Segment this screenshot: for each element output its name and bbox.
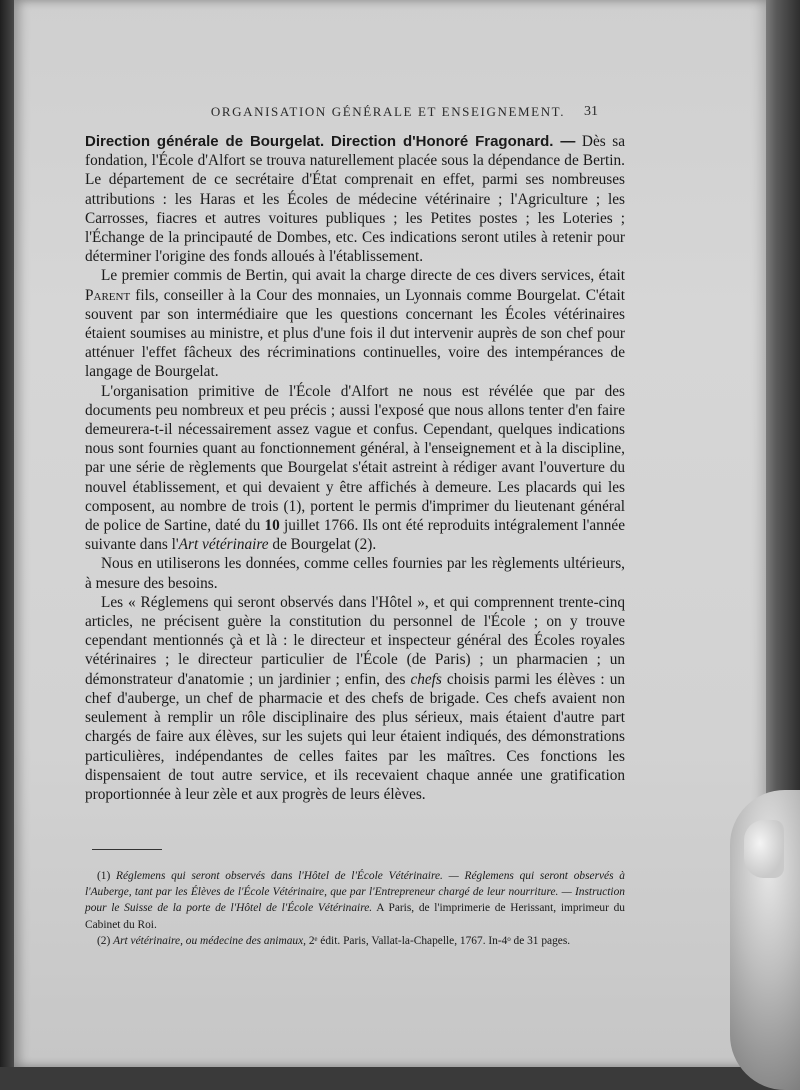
paragraph-1 [85,132,625,266]
footnotes [85,868,625,949]
footnote-2-title: Art vétérinaire, ou médecine des animaux, [113,934,306,947]
section-heading: Direction générale de Bourgelat. Direction d'Honoré Fragonard. — [85,133,576,150]
footnote-2-number: (2) [97,934,114,947]
paragraph-5-text-a: Les « Réglemens qui seront observés dans l'Hôtel », et qui comprennent trente-cinq articles, ne précisent guère la constitution du personnel de l'École ; on y trouve cependant mentionnés çà et là : le directeur et inspecteur général des Écoles royales vétérinaires ; le directeur particulier de l'École (de Paris) ; un pharmacien ; un démonstrateur d'anatomie ; un jardinier ; enfin, des [85,593,625,688]
book-title: Art vétérinaire [178,536,269,554]
main-text [85,132,625,804]
paragraph-2 [85,266,625,381]
footnote-1-titles: Réglemens qui seront observés dans l'Hôtel de l'École Vétérinaire. — Réglemens qui seront observés à l'Auberge, tant par les Élèves de l'École Vétérinaire, que par l'Entrepreneur chargé de leur nourriture. — Instruction pour le Suisse de la porte de l'Hôtel de l'École Vétérinaire. [85,870,625,915]
footnote-2-imprint: 2ᵉ édit. Paris, Vallat-la-Chapelle, 1767. In-4ᵒ de 31 pages. [306,934,571,947]
paragraph-3-text-c: de Bourgelat (2). [268,536,377,554]
thumbnail-highlight [744,820,784,878]
person-name: Parent [85,286,131,304]
paragraph-3 [85,382,625,555]
paragraph-1-text: Dès sa fondation, l'École d'Alfort se trouva naturellement placée sous la dépendance de Bertin. Le département de ce secrétaire d'État comprenait en effet, parmi ses nombreuses attributions : les Haras et les Écoles de médecine vétérinaire ; l'Agriculture ; les Carrosses, fiacres et autres voitures publiques ; les Petites postes ; les Loteries ; l'Échange de la principauté de Dombes, etc. Ces indications seront utiles à retenir pour déterminer l'origine des fonds alloués à l'établissement. [85,133,625,266]
paragraph-5-text-b: choisis parmi les élèves : un chef d'auberge, un chef de pharmacie et des chefs de brigade. Ces chefs avaient non seulement à remplir un rôle disciplinaire des plus sérieux, mais étaient d'autre part chargés de faire aux élèves, sur les sujets qui leur étaient indiqués, des démonstrations particulières, indépendantes de celles faites par les maîtres. Ces fonctions les dispensaient de tout autre service, et ils recevaient chaque année une gratification proportionnée à leur zèle et aux progrès de leurs élèves. [85,670,625,803]
paragraph-2-text-a: Le premier commis de Bertin, qui avait la charge directe de ces divers services, était [101,267,625,285]
paragraph-4: Nous en utiliserons les données, comme celles fournies par les règlements ultérieurs, à mesure des besoins. [85,555,625,592]
footnote-2 [85,933,625,949]
background-left [0,0,14,1067]
footnote-divider [92,849,162,850]
paragraph-3-text-b: juillet 1766. Ils ont été reproduits intégralement l'année suivante dans l' [85,517,626,554]
date-day: 10 [264,517,280,535]
paragraph-2-text-b: fils, conseiller à la Cour des monnaies, un Lyonnais comme Bourgelat. C'était souvent par son intermédiaire que les questions concernant les Écoles vétérinaires étaient soumises au ministre, et plus d'une fois il dut intervenir auprès de son chef pour atténuer l'effet fâcheux des récriminations continuelles, voire des intempérances de langage de Bourgelat. [85,286,625,381]
page-number: 31 [584,104,598,119]
running-title: ORGANISATION GÉNÉRALE ET ENSEIGNEMENT. [210,104,566,119]
paragraph-5 [85,593,625,804]
footnote-1 [85,868,625,933]
footnote-1-number: (1) [97,870,117,882]
chefs-term: chefs [410,670,442,688]
paragraph-3-text-a: L'organisation primitive de l'École d'Alfort ne nous est révélée que par des documents peu nombreux et peu précis ; aussi l'exposé que nous allons tenter d'en faire demeurera-t-il nécessairement assez vague et confus. Cependant, quelques indications nous sont fournies quant au fonctionnement général, à l'enseignement et à la discipline, par une série de règlements que Bourgelat s'était astreint à rédiger avant l'ouverture du nouvel établissement, et qui devaient y être affichés à demeure. Les placards qui les composent, au nombre de trois (1), portent le permis d'imprimer du lieutenant général de police de Sartine, daté du [85,382,625,535]
footnote-1-imprint: A Paris, de l'imprimerie de Herissant, imprimeur du Cabinet du Roi. [85,902,625,931]
